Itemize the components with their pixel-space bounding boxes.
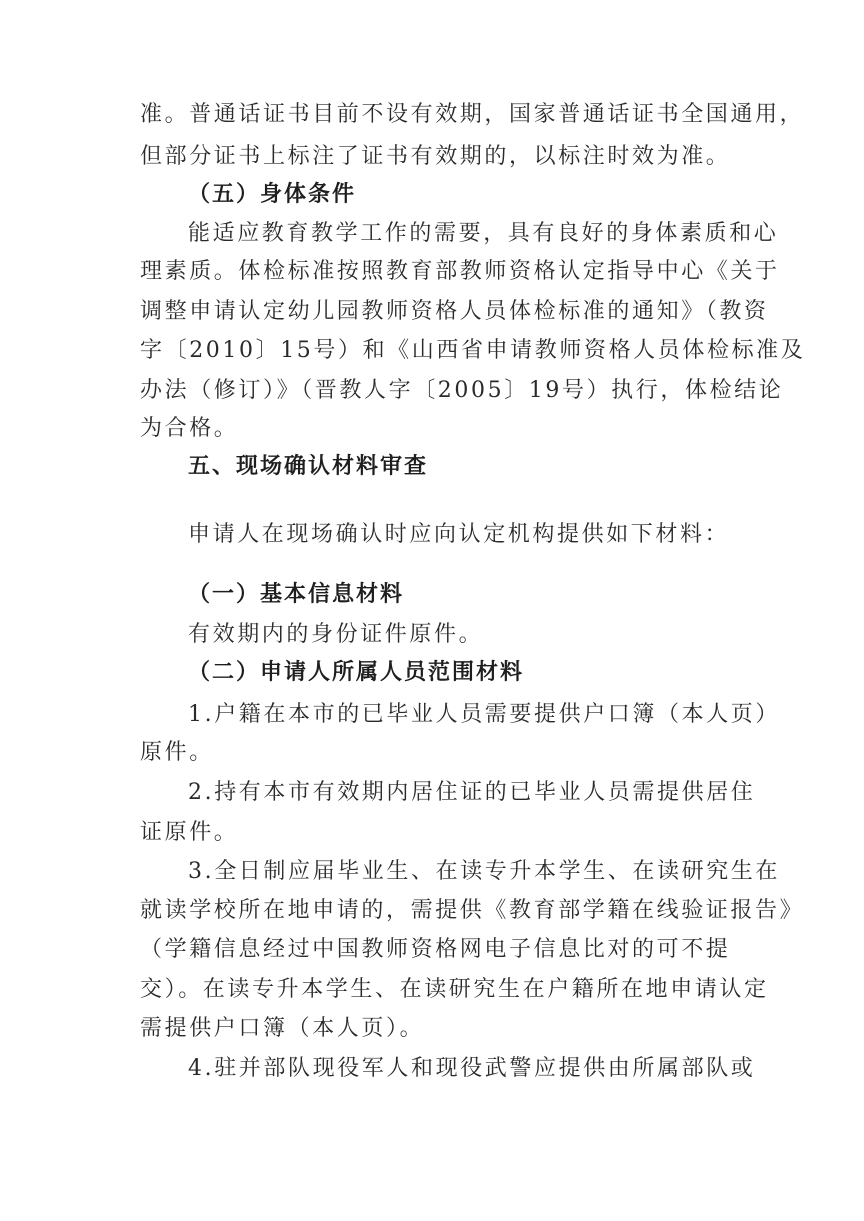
paragraph-line-11: 申请人在现场确认时应向认定机构提供如下材料： [188,522,730,547]
section-heading-materials: 五、现场确认材料审查 [188,454,429,479]
section-heading-physical: （五）身体条件 [188,182,357,207]
list-item-3-line-2: 就读学校所在地申请的，需提供《教育部学籍在线验证报告》 [140,898,805,923]
list-item-3-line-4: 交）。在读专升本学生、在读研究生在户籍所在地申请认定 [140,977,769,1002]
paragraph-line-13: 有效期内的身份证件原件。 [188,622,484,647]
paragraph-line-2: 但部分证书上标注了证书有效期的，以标注时效为准。 [140,144,731,169]
list-item-2-line-2: 证原件。 [140,820,239,845]
paragraph-line-7: 字〔2010〕15号）和《山西省申请教师资格人员体检标准及 [140,338,806,363]
subsection-heading-basic-info: （一）基本信息材料 [188,582,405,607]
list-item-1-line-2: 原件。 [140,740,214,765]
subsection-heading-category: （二）申请人所属人员范围材料 [188,660,525,685]
list-item-4-line-1: 4.驻并部队现役军人和现役武警应提供由所属部队或 [188,1056,756,1081]
paragraph-line-4: 能适应教育教学工作的需要，具有良好的身体素质和心 [188,221,779,246]
paragraph-line-6: 调整申请认定幼儿园教师资格人员体检标准的通知》（教资 [140,299,769,324]
list-item-2-line-1: 2.持有本市有效期内居住证的已毕业人员需提供居住 [188,780,756,805]
list-item-3-line-5: 需提供户口簿（本人页）。 [140,1016,425,1041]
paragraph-line-1: 准。普通话证书目前不设有效期，国家普通话证书全国通用， [140,102,805,127]
paragraph-line-5: 理素质。体检标准按照教育部教师资格认定指导中心《关于 [140,259,780,284]
list-item-3-line-1: 3.全日制应届毕业生、在读专升本学生、在读研究生在 [188,859,780,884]
list-item-1-line-1: 1.户籍在本市的已毕业人员需要提供户口簿（本人页） [188,702,780,727]
paragraph-line-9: 为合格。 [140,416,239,441]
list-item-3-line-3: （学籍信息经过中国教师资格网电子信息比对的可不提 [140,937,731,962]
paragraph-line-8: 办法（修订）》（晋教人字〔2005〕19号）执行，体检结论 [140,378,784,403]
